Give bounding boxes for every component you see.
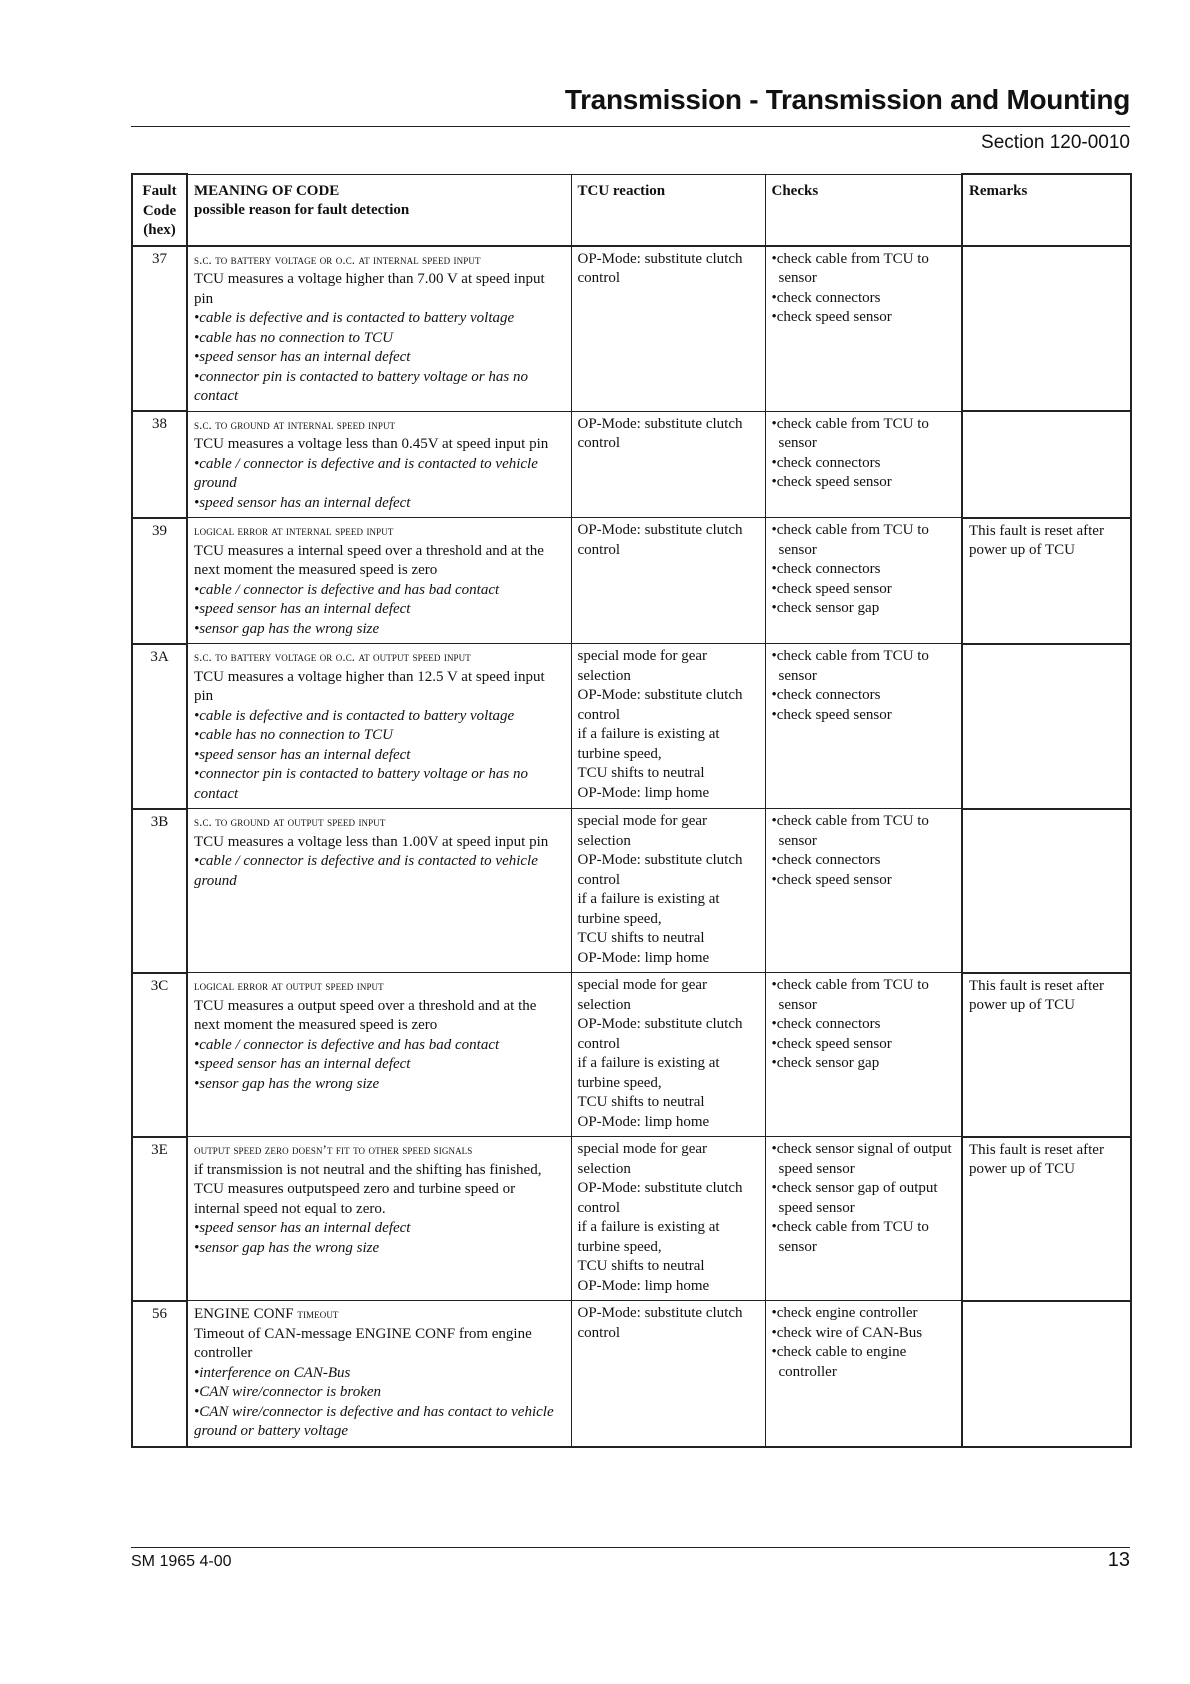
footer-divider bbox=[131, 1547, 1130, 1548]
check-item: •check connectors bbox=[771, 687, 881, 703]
fault-reason: •interference on CAN-Bus bbox=[194, 1364, 351, 1381]
meaning-cell bbox=[187, 809, 571, 973]
fault-title-smallcaps: s.c. to battery voltage or o.c. at internal speed input bbox=[194, 251, 481, 267]
fault-description: TCU measures a output speed over a threshold and at the next moment the measured speed is zero bbox=[194, 997, 537, 1033]
fault-code-cell: 3A bbox=[132, 644, 187, 809]
check-item: •check wire of CAN-Bus bbox=[771, 1324, 923, 1341]
checks-cell bbox=[765, 973, 962, 1137]
fault-title bbox=[194, 1304, 565, 1325]
fault-description: TCU measures a voltage higher than 12.5 V at speed input pin bbox=[194, 668, 545, 704]
fault-reason: •speed sensor has an internal defect bbox=[194, 494, 411, 511]
tcu-reaction-cell: special mode for gear selection OP-Mode: substitute clutch control if a failure is existing at turbine speed, TCU shifts to neutral OP-Mode: limp home bbox=[571, 809, 765, 973]
check-item: •check speed sensor bbox=[771, 871, 892, 888]
remarks-cell bbox=[962, 411, 1131, 518]
fault-title bbox=[194, 250, 565, 271]
check-item: •check cable from TCU to sensor bbox=[771, 648, 929, 684]
fault-reason: •connector pin is contacted to battery voltage or has no contact bbox=[194, 368, 528, 404]
check-item: •check speed sensor bbox=[771, 580, 892, 597]
fault-reason: •sensor gap has the wrong size bbox=[194, 620, 380, 637]
header-fault-code-line: Fault bbox=[142, 183, 177, 199]
check-item: •check connectors bbox=[771, 454, 881, 471]
fault-reason: •cable is defective and is contacted to battery voltage bbox=[194, 707, 515, 724]
tcu-reaction-cell: OP-Mode: substitute clutch control bbox=[571, 246, 765, 412]
fault-reason: •sensor gap has the wrong size bbox=[194, 1239, 380, 1256]
check-item: •check cable to engine controller bbox=[771, 1344, 907, 1380]
tcu-reaction-cell: special mode for gear selection OP-Mode: substitute clutch control if a failure is existing at turbine speed, TCU shifts to neutral OP-Mode: limp home bbox=[571, 973, 765, 1137]
fault-reason: •cable / connector is defective and has bad contact bbox=[194, 1036, 500, 1053]
fault-title bbox=[194, 812, 565, 833]
check-item: •check sensor gap bbox=[771, 600, 880, 616]
check-item: •check speed sensor bbox=[771, 474, 892, 490]
fault-title bbox=[194, 415, 565, 436]
fault-reason: •cable / connector is defective and is contacted to vehicle ground bbox=[194, 853, 538, 889]
header-meaning-line: possible reason for fault detection bbox=[194, 202, 410, 218]
checks-cell bbox=[765, 644, 962, 809]
header-checks: Checks bbox=[765, 174, 962, 246]
fault-code-cell: 3B bbox=[132, 809, 187, 973]
table-row bbox=[132, 809, 1131, 973]
fault-reason: •cable has no connection to TCU bbox=[194, 329, 393, 346]
fault-reason: •cable is defective and is contacted to battery voltage bbox=[194, 310, 515, 326]
table-row bbox=[132, 518, 1131, 644]
fault-title-main: ENGINE CONF bbox=[194, 1306, 294, 1322]
header-fault-code-line: Code bbox=[142, 202, 177, 219]
check-item: •check connectors bbox=[771, 561, 881, 577]
table-row bbox=[132, 1137, 1131, 1301]
check-item: •check sensor signal of output speed sensor bbox=[771, 1141, 952, 1177]
tcu-reaction-cell: OP-Mode: substitute clutch control bbox=[571, 1301, 765, 1447]
fault-reason: •sensor gap has the wrong size bbox=[194, 1075, 380, 1092]
check-item: •check cable from TCU to sensor bbox=[771, 1219, 929, 1255]
check-item: •check connectors bbox=[771, 289, 881, 306]
check-item: •check cable from TCU to sensor bbox=[771, 250, 929, 286]
fault-reason: •CAN wire/connector is broken bbox=[194, 1384, 382, 1400]
check-item: •check cable from TCU to sensor bbox=[771, 522, 929, 558]
check-item: •check cable from TCU to sensor bbox=[771, 415, 929, 451]
check-item: •check speed sensor bbox=[771, 1035, 892, 1052]
tcu-reaction-cell: OP-Mode: substitute clutch control bbox=[571, 411, 765, 518]
fault-reason: •cable has no connection to TCU bbox=[194, 727, 393, 743]
fault-title bbox=[194, 647, 565, 668]
page-number: 13 bbox=[1107, 1549, 1130, 1571]
fault-title-smallcaps: timeout bbox=[297, 1306, 339, 1321]
header-meaning-line: MEANING OF CODE bbox=[194, 182, 340, 199]
fault-title bbox=[194, 1140, 565, 1161]
check-item: •check connectors bbox=[771, 852, 881, 868]
header-remarks: Remarks bbox=[962, 174, 1131, 246]
header-fault-code bbox=[132, 174, 187, 246]
fault-code-cell: 56 bbox=[132, 1301, 187, 1447]
fault-title-smallcaps: s.c. to battery voltage or o.c. at output speed input bbox=[194, 649, 471, 664]
table-header-row bbox=[132, 174, 1131, 246]
tcu-reaction-cell: special mode for gear selection OP-Mode: substitute clutch control if a failure is existing at turbine speed, TCU shifts to neutral OP-Mode: limp home bbox=[571, 1137, 765, 1301]
checks-cell bbox=[765, 809, 962, 973]
fault-description: TCU measures a voltage higher than 7.00 V at speed input pin bbox=[194, 271, 545, 307]
fault-reason: •connector pin is contacted to battery voltage or has no contact bbox=[194, 766, 528, 802]
tcu-reaction-cell: special mode for gear selection OP-Mode: substitute clutch control if a failure is existing at turbine speed, TCU shifts to neutral OP-Mode: limp home bbox=[571, 644, 765, 809]
table-row bbox=[132, 411, 1131, 518]
remarks-cell bbox=[962, 644, 1131, 809]
fault-title-smallcaps: s.c. to ground at output speed input bbox=[194, 814, 386, 829]
fault-description: if transmission is not neutral and the shifting has finished, TCU measures outputspeed zero and turbine speed or internal speed not equal to zero. bbox=[194, 1161, 542, 1217]
table-body bbox=[132, 246, 1131, 1447]
table-row bbox=[132, 644, 1131, 809]
meaning-cell bbox=[187, 644, 571, 809]
check-item: •check speed sensor bbox=[771, 706, 892, 723]
checks-cell bbox=[765, 1137, 962, 1301]
header-fault-code-line: (hex) bbox=[143, 222, 176, 238]
remarks-cell bbox=[962, 246, 1131, 412]
check-item: •check sensor gap bbox=[771, 1055, 880, 1071]
title-divider bbox=[131, 126, 1130, 127]
fault-reason: •cable / connector is defective and is contacted to vehicle ground bbox=[194, 455, 538, 491]
table-header bbox=[132, 174, 1131, 246]
fault-reason: •CAN wire/connector is defective and has contact to vehicle ground or battery voltage bbox=[194, 1403, 554, 1439]
checks-cell bbox=[765, 518, 962, 644]
fault-description: TCU measures a voltage less than 0.45V at speed input pin bbox=[194, 436, 549, 452]
header-meaning bbox=[187, 174, 571, 246]
remarks-cell bbox=[962, 1301, 1131, 1447]
meaning-cell bbox=[187, 246, 571, 412]
fault-title-smallcaps: output speed zero doesn’t fit to other speed signals bbox=[194, 1142, 473, 1157]
meaning-cell bbox=[187, 1301, 571, 1447]
fault-title-smallcaps: s.c. to ground at internal speed input bbox=[194, 416, 396, 432]
meaning-cell bbox=[187, 518, 571, 644]
fault-title-smallcaps: logical error at output speed input bbox=[194, 978, 384, 993]
check-item: •check sensor gap of output speed sensor bbox=[771, 1180, 938, 1216]
fault-reason: •cable / connector is defective and has bad contact bbox=[194, 581, 500, 598]
header-tcu-reaction: TCU reaction bbox=[571, 174, 765, 246]
fault-description: TCU measures a internal speed over a threshold and at the next moment the measured speed is zero bbox=[194, 542, 544, 578]
remarks-cell: This fault is reset after power up of TCU bbox=[962, 1137, 1131, 1301]
fault-description: Timeout of CAN-message ENGINE CONF from engine controller bbox=[194, 1325, 532, 1361]
remarks-cell: This fault is reset after power up of TCU bbox=[962, 973, 1131, 1137]
fault-code-cell: 3E bbox=[132, 1137, 187, 1301]
check-item: •check engine controller bbox=[771, 1305, 918, 1321]
fault-reason: •speed sensor has an internal defect bbox=[194, 601, 411, 617]
fault-reason: •speed sensor has an internal defect bbox=[194, 1220, 411, 1236]
remarks-cell bbox=[962, 809, 1131, 973]
fault-reason: •speed sensor has an internal defect bbox=[194, 746, 411, 763]
fault-title-smallcaps: logical error at internal speed input bbox=[194, 523, 394, 538]
remarks-cell: This fault is reset after power up of TCU bbox=[962, 518, 1131, 644]
meaning-cell bbox=[187, 411, 571, 518]
meaning-cell bbox=[187, 973, 571, 1137]
check-item: •check speed sensor bbox=[771, 309, 892, 325]
check-item: •check cable from TCU to sensor bbox=[771, 977, 929, 1013]
fault-code-cell: 38 bbox=[132, 411, 187, 518]
fault-code-cell: 39 bbox=[132, 518, 187, 644]
fault-title bbox=[194, 976, 565, 997]
check-item: •check cable from TCU to sensor bbox=[771, 813, 929, 849]
page-title: Transmission - Transmission and Mounting bbox=[564, 84, 1130, 115]
document-id: SM 1965 4-00 bbox=[131, 1553, 232, 1570]
fault-title bbox=[194, 521, 565, 542]
fault-code-cell: 37 bbox=[132, 246, 187, 412]
section-number: Section 120-0010 bbox=[981, 132, 1130, 153]
table-row bbox=[132, 1301, 1131, 1447]
fault-code-cell: 3C bbox=[132, 973, 187, 1137]
checks-cell bbox=[765, 411, 962, 518]
checks-cell bbox=[765, 1301, 962, 1447]
fault-reason: •speed sensor has an internal defect bbox=[194, 349, 411, 365]
fault-reason: •speed sensor has an internal defect bbox=[194, 1056, 411, 1072]
fault-description: TCU measures a voltage less than 1.00V at speed input pin bbox=[194, 833, 549, 850]
check-item: •check connectors bbox=[771, 1016, 881, 1032]
meaning-cell bbox=[187, 1137, 571, 1301]
checks-cell bbox=[765, 246, 962, 412]
fault-code-table bbox=[131, 173, 1132, 1448]
tcu-reaction-cell: OP-Mode: substitute clutch control bbox=[571, 518, 765, 644]
table-row bbox=[132, 973, 1131, 1137]
table-row bbox=[132, 246, 1131, 412]
